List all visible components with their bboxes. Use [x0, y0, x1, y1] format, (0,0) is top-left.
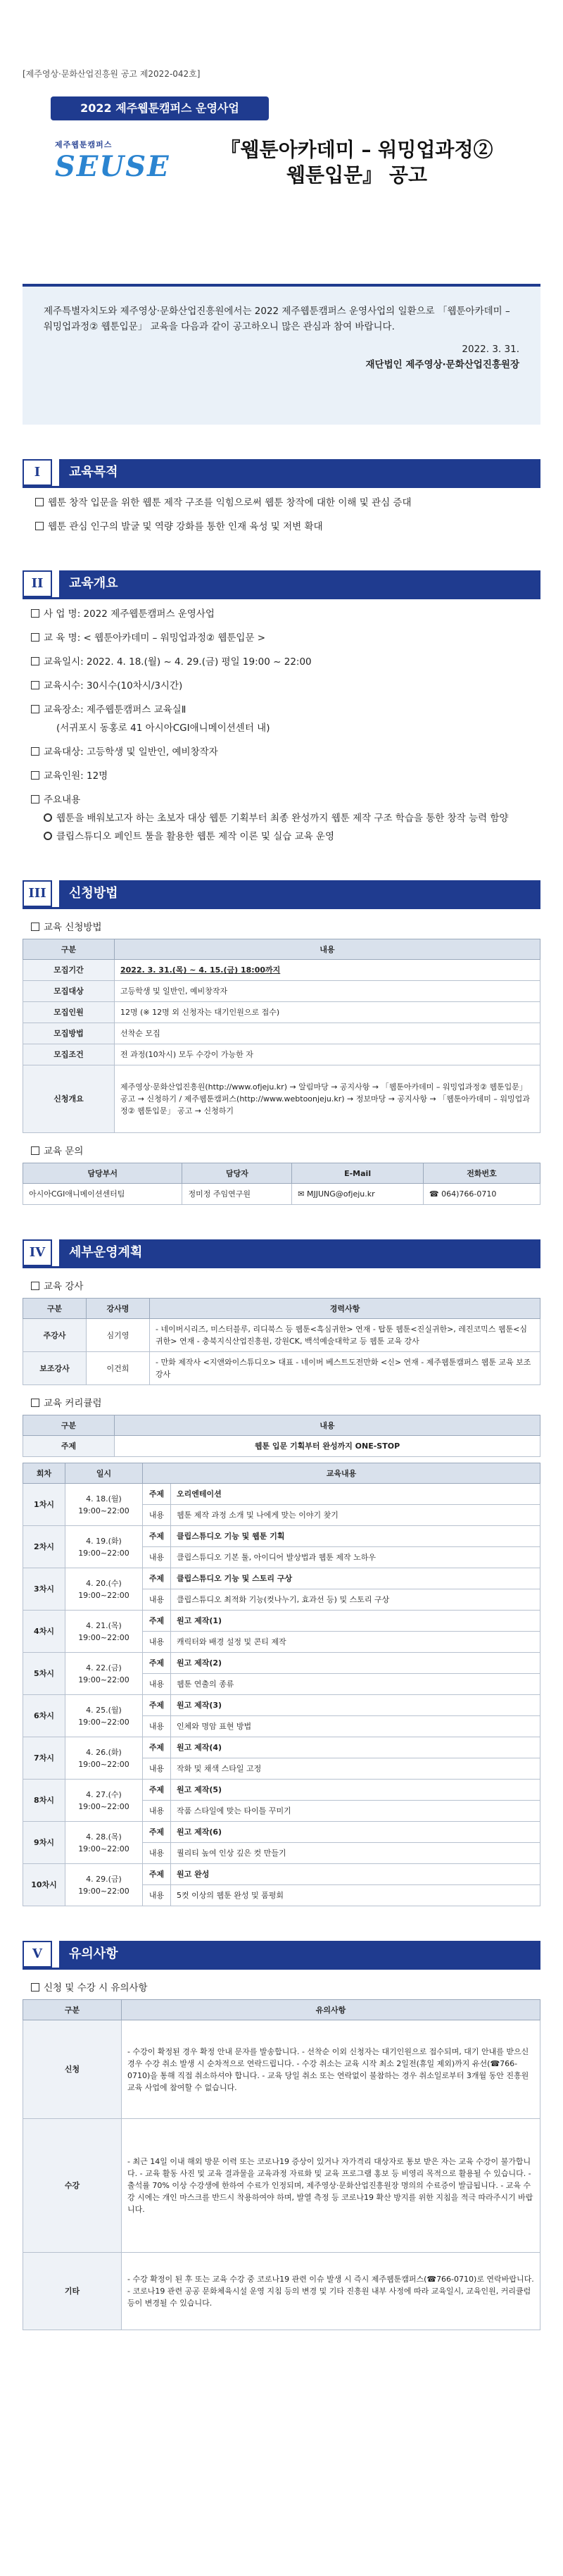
circle-bullet-icon — [44, 813, 52, 822]
checkbox-bullet-icon — [31, 1983, 39, 1992]
table-header: 담당자 — [182, 1163, 292, 1184]
table-header: 담당부서 — [23, 1163, 182, 1184]
list-item: 교육시수: 30시수(10차시/3시간) — [23, 677, 540, 695]
table-header: 교육내용 — [143, 1463, 540, 1484]
phone-number: ☎ 064)766-0710 — [423, 1184, 540, 1205]
table-header: 전화번호 — [423, 1163, 540, 1184]
section-number: II — [23, 570, 52, 597]
table-row: 10차시 4. 29.(금) 19:00~22:00 주제 원고 완성 — [23, 1864, 540, 1885]
place-detail: (서귀포시 동홍로 41 아시아CGI애니메이션센터 내) — [56, 723, 270, 734]
notes-label: 신청 및 수강 시 유의사항 — [23, 1980, 540, 1994]
list-item: 사 업 명: 2022 제주웹툰캠퍼스 운영사업 — [23, 605, 540, 623]
notice-number: [제주영상·문화산업진흥원 공고 제2022-042호] — [23, 69, 201, 79]
checkbox-bullet-icon — [31, 681, 39, 689]
table-row: 수강 - 최근 14일 이내 해외 방문 이력 또는 코로나19 증상이 있거나 자가격리 대상자로 통보 받은 자는 교육 수강이 불가합니다. - 교육 활동 사진 및 교육 결과물을 교육과정 자료화 및 교육 프로그램 홍보 등 비영리 목적으로 활용될 수 있습니다. - 출석률 70% 이상 수강생에 한하여 수료가 인정되며, 제주영상·문화산업진흥원장 명의의 수료증이 발급됩니다. - 교육 수강 시에는 개인 마스크를 반드시 착용하여야 하며, 발열 측정 등 코로나19 확산 방지를 위한 지침을 적극 따라주시기 바랍니다. — [23, 2119, 540, 2253]
checkbox-bullet-icon — [31, 1146, 39, 1155]
checkbox-bullet-icon — [31, 657, 39, 665]
table-header: 유의사항 — [122, 2000, 540, 2020]
checkbox-bullet-icon — [31, 633, 39, 642]
checkbox-bullet-icon — [31, 1282, 39, 1290]
table-row: 9차시 4. 28.(목) 19:00~22:00 주제 원고 제작(6) — [23, 1822, 540, 1843]
table-row: 내용 인체와 명암 표현 방법 — [23, 1716, 540, 1737]
table-row: 내용 5컷 이상의 웹툰 완성 및 품평회 — [23, 1885, 540, 1906]
table-row: 모집기간 2022. 3. 31.(목) ~ 4. 15.(금) 18:00까지 — [23, 960, 540, 981]
table-row: 3차시 4. 20.(수) 19:00~22:00 주제 클립스튜디오 기능 및 스토리 구상 — [23, 1568, 540, 1589]
section-header-plan — [23, 1239, 540, 1268]
intro-box — [23, 284, 540, 425]
list-item: 웹툰 관심 인구의 발굴 및 역량 강화를 통한 인재 육성 및 저변 확대 — [23, 518, 540, 536]
table-header: 일시 — [65, 1463, 143, 1484]
checkbox-bullet-icon — [31, 923, 39, 931]
section-title: 신청방법 — [59, 880, 540, 907]
table-row: 내용 클립스튜디오 기본 툴, 아이디어 발상법과 웹툰 제작 노하우 — [23, 1547, 540, 1568]
title-banner — [23, 96, 540, 273]
table-header: 구분 — [23, 1415, 115, 1436]
apply-table — [23, 939, 540, 1133]
section-header-purpose — [23, 458, 540, 488]
list-item: 교육인원: 12명 — [23, 767, 540, 785]
teacher-table — [23, 1298, 540, 1385]
table-row: 2차시 4. 19.(화) 19:00~22:00 주제 클립스튜디오 기능 및 웹툰 기획 — [23, 1526, 540, 1547]
checkbox-bullet-icon — [31, 771, 39, 780]
table-header: 내용 — [115, 1415, 540, 1436]
list-item: 웹툰 창작 입문을 위한 웹툰 제작 구조를 익힘으로써 웹툰 창작에 대한 이해 및 관심 증대 — [23, 494, 540, 512]
table-row: 내용 작화 및 채색 스타일 고정 — [23, 1758, 540, 1780]
logo-caption: 제주웹툰캠퍼스 — [55, 140, 113, 149]
table-header: 구분 — [23, 2000, 122, 2020]
table-row: 내용 클립스튜디오 최적화 기능(컷나누기, 효과선 등) 및 스토리 구상 — [23, 1589, 540, 1611]
title-line-2: 웹툰입문』 공고 — [286, 163, 428, 187]
section-number: I — [23, 459, 52, 486]
checkbox-bullet-icon — [35, 498, 44, 506]
table-header: 경력사항 — [150, 1299, 540, 1319]
table-header: 구분 — [23, 939, 115, 960]
apply-label: 교육 신청방법 — [23, 919, 540, 933]
table-header: 회차 — [23, 1463, 65, 1484]
section-header-overview — [23, 570, 540, 599]
campus-logo — [55, 139, 170, 183]
table-row: 1차시 4. 18.(월) 19:00~22:00 주제 오리엔테이션 — [23, 1484, 540, 1505]
table-row: 모집방법 선착순 모집 — [23, 1023, 540, 1044]
table-row: 신청 - 수강이 확정된 경우 확정 안내 문자를 발송합니다. - 선착순 이외 신청자는 대기인원으로 접수되며, 대기 안내를 받으신 경우 수강 취소 발생 시 순차적으로 연락드립니다. - 수강 취소는 교육 시작 최소 2일전(휴일 제외)까지 유선(☎766-0710)을 통해 직접 취소하셔야 합니다. - 교육 당일 취소 또는 연락없이 불참하는 경우 취소일로부터 3개월 동안 진흥원 교육 사업에 참여할 수 없습니다. — [23, 2020, 540, 2119]
checkbox-bullet-icon — [35, 522, 44, 530]
list-item: 교육장소: 제주웹툰캠퍼스 교육실Ⅱ — [23, 701, 540, 719]
table-row: 내용 웹툰 연출의 종류 — [23, 1674, 540, 1695]
table-row: 보조강사 이건희 - 만화 제작사 <지앤와이스튜디오> 대표 - 네이버 베스트도전만화 <신> 연재 - 제주웹툰캠퍼스 웹툰 교육 보조강사 — [23, 1352, 540, 1385]
content-item: 웹툰을 배워보고자 하는 초보자 대상 웹툰 기획부터 최종 완성까지 웹툰 제작 구조 학습을 통한 창작 능력 함양 — [23, 809, 540, 827]
section-title: 교육목적 — [59, 459, 540, 486]
section-title: 세부운영계획 — [59, 1239, 540, 1266]
table-row: 모집대상 고등학생 및 일반인, 예비창작자 — [23, 981, 540, 1002]
table-row: 주강사 심기영 - 네이버시리즈, 미스터블루, 리디북스 등 웹툰<흑심귀한> 연재 - 탑툰 웹툰<진실귀한>, 레진코믹스 웹툰<심귀한> 연재 - 충북지식산업진흥원, 강원CK, 백석예술대학교 등 웹툰 교육 강사 — [23, 1319, 540, 1352]
intro-text: 제주특별자치도와 제주영상·문화산업진흥원에서는 2022 제주웹툰캠퍼스 운영사업의 일환으로 「웹툰아카데미 – 워밍업과정② 웹툰입문」 교육을 다음과 같이 공고하오니 많은 관심과 참여 바랍니다. — [44, 306, 510, 332]
logo-wordmark: SEUSE — [55, 150, 170, 183]
list-item: 교육대상: 고등학생 및 일반인, 예비창작자 — [23, 743, 540, 761]
email-link[interactable]: ✉ MJJUNG@ofjeju.kr — [292, 1184, 424, 1205]
table-header: 구분 — [23, 1299, 87, 1319]
intro-date: 2022. 3. 31. — [462, 344, 519, 355]
page-title — [188, 137, 526, 188]
content-item: 클립스튜디오 페인트 툴을 활용한 웹툰 제작 이론 및 실습 교육 운영 — [23, 827, 540, 846]
inquiry-label: 교육 문의 — [23, 1143, 540, 1157]
table-row: 기타 - 수강 확정이 된 후 또는 교육 수강 중 코로나19 관련 이슈 발생 시 즉시 제주웹툰캠퍼스(☎766-0710)로 연락바랍니다. - 코로나19 관련 공공 문화체육시설 운영 지침 등의 변경 및 기타 진흥원 내부 사정에 따라 교육일시, 교육인원, 커리큘럼 등이 변경될 수 있습니다. — [23, 2253, 540, 2330]
section-number: III — [23, 880, 52, 907]
table-row: 8차시 4. 27.(수) 19:00~22:00 주제 원고 제작(5) — [23, 1780, 540, 1801]
program-tag: 2022 제주웹툰캠퍼스 운영사업 — [51, 96, 269, 120]
section-number: IV — [23, 1239, 52, 1266]
checkbox-bullet-icon — [31, 1399, 39, 1407]
checkbox-bullet-icon — [31, 705, 39, 713]
table-row: 4차시 4. 21.(목) 19:00~22:00 주제 원고 제작(1) — [23, 1611, 540, 1632]
table-row: 주제 웹툰 입문 기획부터 완성까지 ONE-STOP — [23, 1436, 540, 1457]
curriculum-theme-table — [23, 1415, 540, 1457]
table-row: 모집조건 전 과정(10차시) 모두 수강이 가능한 자 — [23, 1044, 540, 1065]
table-row: 5차시 4. 22.(금) 19:00~22:00 주제 원고 제작(2) — [23, 1653, 540, 1674]
section-header-notes — [23, 1940, 540, 1970]
list-item: 교 육 명: < 웹툰아카데미 – 워밍업과정② 웹툰입문 > — [23, 629, 540, 647]
title-line-1: 『웹툰아카데미 – 워밍업과정② — [220, 138, 493, 161]
notes-table — [23, 1999, 540, 2330]
table-row: 6차시 4. 25.(월) 19:00~22:00 주제 원고 제작(3) — [23, 1695, 540, 1716]
table-row: 내용 캐릭터와 배경 설정 및 콘티 제작 — [23, 1632, 540, 1653]
checkbox-bullet-icon — [31, 795, 39, 804]
checkbox-bullet-icon — [31, 609, 39, 618]
list-item: 주요내용 — [23, 791, 540, 809]
table-header: 내용 — [115, 939, 540, 960]
list-item: 교육일시: 2022. 4. 18.(월) ~ 4. 29.(금) 평일 19:00 ~ 22:00 — [23, 653, 540, 671]
teacher-label: 교육 강사 — [23, 1278, 540, 1292]
section-number: V — [23, 1941, 52, 1968]
table-row: 내용 작품 스타일에 맞는 타이틀 꾸미기 — [23, 1801, 540, 1822]
inquiry-table — [23, 1163, 540, 1205]
intro-org: 재단법인 제주영상·문화산업진흥원장 — [365, 359, 519, 370]
table-header: 강사명 — [87, 1299, 150, 1319]
section-header-apply — [23, 880, 540, 909]
section-title: 유의사항 — [59, 1941, 540, 1968]
circle-bullet-icon — [44, 832, 52, 840]
table-header: E-Mail — [292, 1163, 424, 1184]
checkbox-bullet-icon — [31, 747, 39, 756]
curriculum-label: 교육 커리큘럼 — [23, 1395, 540, 1409]
table-row: 아시아CGI애니메이션센터팀 정미정 주임연구원 ✉ MJJUNG@ofjeju.kr ☎ 064)766-0710 — [23, 1184, 540, 1205]
table-row: 7차시 4. 26.(화) 19:00~22:00 주제 원고 제작(4) — [23, 1737, 540, 1758]
table-row: 신청개요 제주영상·문화산업진흥원(http://www.ofjeju.kr) → 알림마당 → 공지사항 → 「웹툰아카데미 – 워밍업과정② 웹툰입문」 공고 → 신청하기 / 제주웹툰캠퍼스(http://www.webtoonjeju.kr) → 정보마당 → 공지사항 → 「웹툰아카데미 – 워밍업과정② 웹툰입문」 공고 → 신청하기 — [23, 1065, 540, 1133]
table-row: 내용 웹툰 제작 과정 소개 및 나에게 맞는 이야기 찾기 — [23, 1505, 540, 1526]
table-row: 내용 퀄리티 높여 인상 깊은 컷 만들기 — [23, 1843, 540, 1864]
section-title: 교육개요 — [59, 570, 540, 597]
schedule-table — [23, 1463, 540, 1906]
table-row: 모집인원 12명 (※ 12명 외 신청자는 대기인원으로 접수) — [23, 1002, 540, 1023]
